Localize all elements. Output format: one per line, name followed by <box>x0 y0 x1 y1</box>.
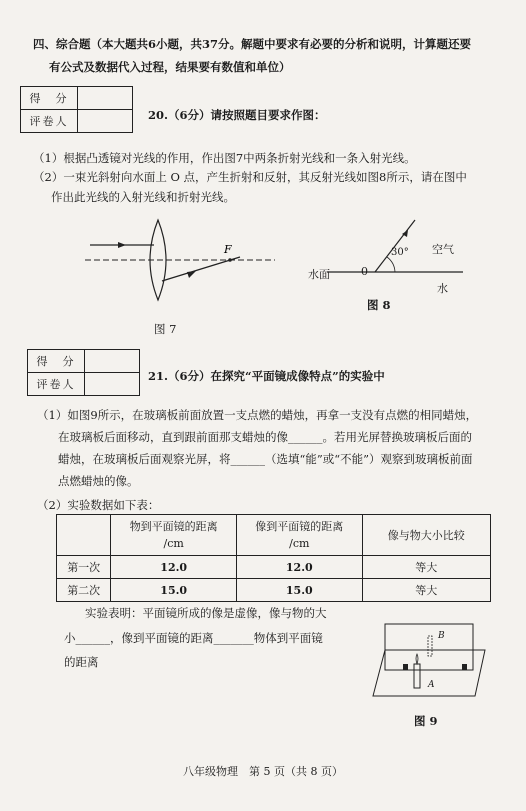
q21-title: 21.（6分）在探究“平面镜成像特点”的实验中 <box>148 369 385 383</box>
size-comparison-cell: 等大 <box>362 579 490 602</box>
figure-7-lens-diagram <box>80 215 275 325</box>
ray-arrow-2 <box>187 271 196 278</box>
conclusion-line1: 实验表明：平面镜所成的像是虚像，像与物的大 <box>85 606 327 620</box>
q21-score-table <box>27 349 140 396</box>
candle-b-label: B <box>438 631 445 641</box>
q21-part1-line1: （1）如图9所示，在玻璃板前面放置一支点燃的蜡烛，再拿一支没有点燃的相同蜡烛， <box>37 408 478 422</box>
conclusion-line2: 小______，像到平面镜的距离_______物体到平面镜 <box>64 631 323 645</box>
page-footer: 八年级物理 第 5 页（共 8 页） <box>183 765 343 778</box>
glass-plate <box>385 624 473 670</box>
q21-part1-line4: 点燃蜡烛的像。 <box>58 474 139 488</box>
reflected-ray <box>375 220 415 272</box>
row-label: 第二次 <box>57 579 111 602</box>
figure-8-caption: 图 8 <box>367 298 391 312</box>
header-object-distance: 物到平面镜的距离 /cm <box>111 515 237 556</box>
score-label: 得 分 <box>21 87 78 110</box>
water-label: 水 <box>437 282 448 295</box>
figure-9-caption: 图 9 <box>414 714 438 728</box>
clamp-right <box>462 664 467 670</box>
section-heading-line1: 四、综合题（本大题共6小题，共37分。解题中要求有必要的分析和说明，计算题还要 <box>33 37 472 51</box>
angle-arc <box>387 257 395 272</box>
score-label: 得 分 <box>28 350 85 373</box>
q20-part2-line2: 作出此光线的入射光线和折射光线。 <box>51 190 235 204</box>
angle-label: 30° <box>391 247 409 258</box>
row-label: 第一次 <box>57 556 111 579</box>
grader-label: 评卷人 <box>21 110 78 133</box>
conclusion-line3: 的距离 <box>64 655 99 669</box>
image-distance-cell: 15.0 <box>237 579 363 602</box>
q20-part2-line1: （2）一束光斜射向水面上 O 点，产生折射和反射，其反射光线如图8所示，请在图中 <box>33 170 467 184</box>
experiment-data-table <box>56 514 491 602</box>
object-distance-cell: 15.0 <box>111 579 237 602</box>
ray-arrow <box>118 242 126 248</box>
q21-part2: （2）实验数据如下表： <box>37 498 160 512</box>
grader-cell <box>78 110 133 133</box>
size-comparison-cell: 等大 <box>362 556 490 579</box>
score-cell <box>78 87 133 110</box>
q20-title: 20.（6分）请按照题目要求作图： <box>148 108 326 122</box>
candle-b <box>428 636 432 656</box>
table-row <box>57 579 491 602</box>
q21-part1-line2: 在玻璃板后面移动，直到跟前面那支蜡烛的像______。若用光屏替换玻璃板后面的 <box>58 430 472 444</box>
flame-icon <box>416 654 418 664</box>
focus-label: F <box>224 243 232 256</box>
grader-cell <box>85 373 140 396</box>
figure-9-mirror-diagram <box>367 618 497 708</box>
section-heading-line2: 有公式及数据代入过程，结果要有数值和单位） <box>49 60 291 74</box>
refracted-ray <box>162 257 240 281</box>
q20-score-table <box>20 86 133 133</box>
candle-a <box>414 664 420 688</box>
point-o-label: 0 <box>361 265 368 278</box>
table-corner-cell <box>57 515 111 556</box>
object-distance-cell: 12.0 <box>111 556 237 579</box>
image-distance-cell: 12.0 <box>237 556 363 579</box>
air-label: 空气 <box>432 243 454 256</box>
figure-7-caption: 图 7 <box>154 322 177 336</box>
score-cell <box>85 350 140 373</box>
table-row <box>57 556 491 579</box>
clamp-left <box>403 664 408 670</box>
header-size-comparison: 像与物大小比较 <box>362 515 490 556</box>
water-surface-label: 水面 <box>308 268 330 281</box>
header-image-distance: 像到平面镜的距离 /cm <box>237 515 363 556</box>
q20-part1: （1）根据凸透镜对光线的作用，作出图7中两条折射光线和一条入射光线。 <box>33 151 416 165</box>
candle-a-label: A <box>428 680 435 690</box>
grader-label: 评卷人 <box>28 373 85 396</box>
q21-part1-line3: 蜡烛，在玻璃板后面观察光屏，将______（选填“能”或“不能”）观察到玻璃板前面 <box>58 452 473 466</box>
